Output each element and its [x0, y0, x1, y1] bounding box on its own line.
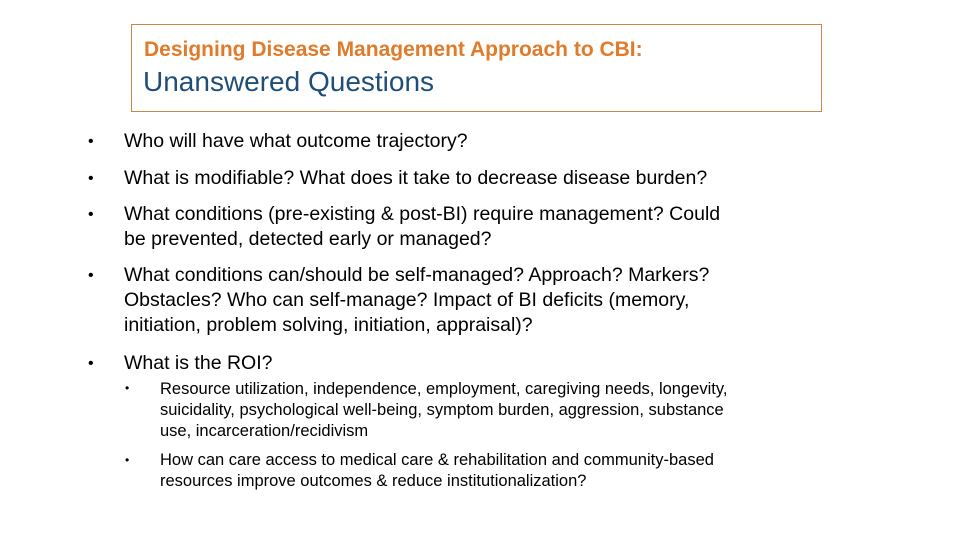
- bullet-item-5: [124, 351, 272, 376]
- bullet-item-2: [124, 166, 707, 191]
- sub-bullet-text: use, incarceration/recidivism: [160, 422, 369, 440]
- sub-bullet-item-2: [160, 450, 714, 492]
- title-box: [131, 24, 822, 112]
- bullet-marker: •: [88, 133, 94, 150]
- bullet-text: What conditions can/should be self-managed? Approach? Markers?: [124, 264, 710, 286]
- sub-bullet-text: suicidality, psychological well-being, symptom burden, aggression, substance: [160, 401, 724, 419]
- bullet-item-3: [124, 202, 720, 252]
- bullet-text: What conditions (pre-existing & post-BI) require management? Could: [124, 203, 721, 225]
- bullet-text: What is modifiable? What does it take to decrease disease burden?: [124, 167, 708, 189]
- bullet-marker: •: [88, 355, 94, 372]
- sub-bullet-text: How can care access to medical care & rehabilitation and community-based: [160, 451, 714, 469]
- bullet-marker: •: [88, 267, 94, 284]
- sub-bullet-marker: •: [125, 381, 130, 395]
- slide-subtitle: Unanswered Questions: [143, 66, 435, 97]
- bullet-text: be prevented, detected early or managed?: [124, 228, 492, 250]
- sub-bullet-item-1: [160, 379, 727, 442]
- bullet-marker: •: [88, 206, 94, 223]
- sub-bullet-text: resources improve outcomes & reduce institutionalization?: [160, 472, 587, 490]
- bullet-text: initiation, problem solving, initiation, appraisal)?: [124, 314, 533, 336]
- bullet-marker: •: [88, 170, 94, 187]
- bullet-text: Who will have what outcome trajectory?: [124, 130, 468, 152]
- bullet-text: Obstacles? Who can self-manage? Impact of BI deficits (memory,: [124, 289, 690, 311]
- bullet-item-4: [124, 263, 709, 338]
- sub-bullet-marker: •: [125, 453, 130, 467]
- bullet-text: What is the ROI?: [124, 352, 273, 374]
- slide-title: Designing Disease Management Approach to CBI:: [144, 38, 643, 61]
- sub-bullet-text: Resource utilization, independence, employment, caregiving needs, longevity,: [160, 380, 728, 398]
- bullet-item-1: [124, 129, 468, 154]
